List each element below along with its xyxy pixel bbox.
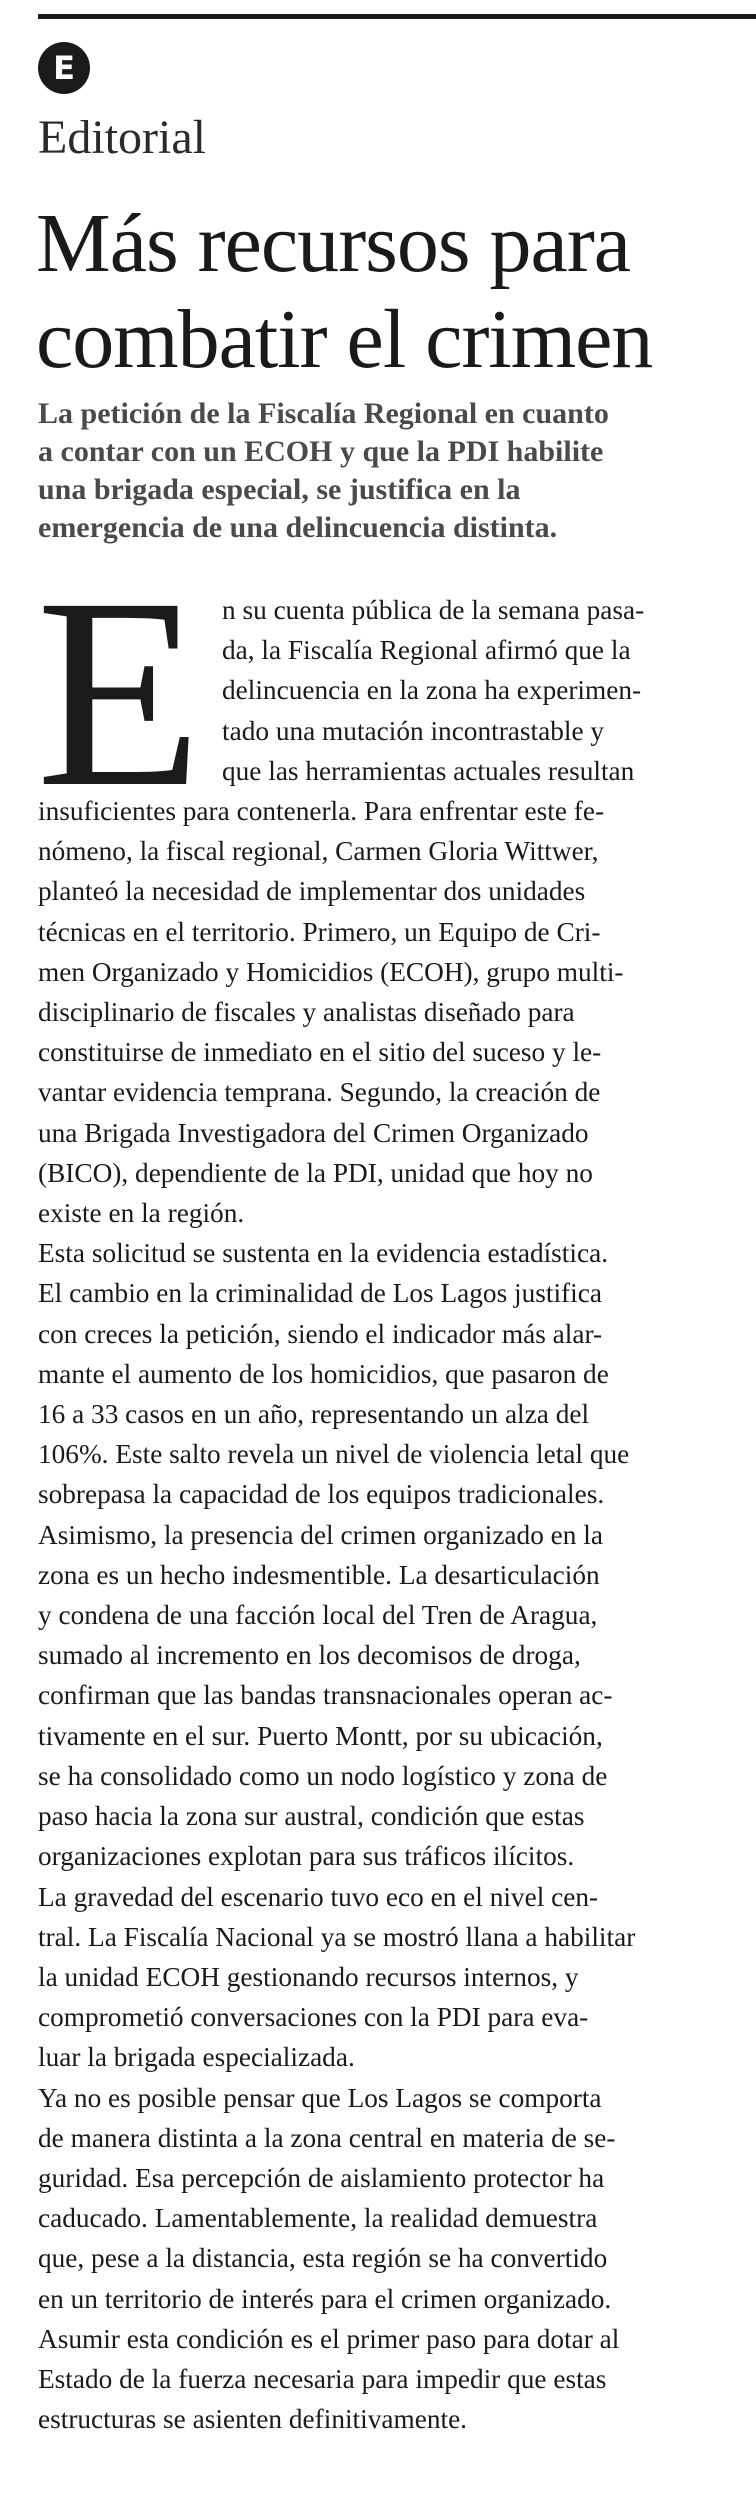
body-line: la unidad ECOH gestionando recursos internos, y	[38, 1961, 579, 1992]
body-line: estructuras se asienten definitivamente.	[38, 2404, 468, 2435]
body-line: y condena de una facción local del Tren de Aragua,	[38, 1600, 598, 1631]
body-line: comprometió conversaciones con la PDI para eva-	[38, 2002, 589, 2033]
body-line: El cambio en la criminalidad de Los Lagos justifica	[38, 1278, 602, 1309]
body-line: insuficientes para contenerla. Para enfrentar este fe-	[38, 796, 605, 827]
body-line: (BICO), dependiente de la PDI, unidad que hoy no	[38, 1157, 593, 1188]
body-line: disciplinario de fiscales y analistas diseñado para	[38, 997, 575, 1028]
body-line: se ha consolidado como un nodo logístico y zona de	[38, 1760, 608, 1791]
body-line: caducado. Lamentablemente, la realidad demuestra	[38, 2203, 598, 2234]
section-label: Editorial	[38, 111, 206, 164]
body-line: Asimismo, la presencia del crimen organizado en la	[38, 1519, 603, 1550]
body-line: Esta solicitud se sustenta en la evidencia estadística.	[38, 1238, 609, 1269]
body-line: men Organizado y Homicidios (ECOH), grupo multi-	[38, 956, 624, 987]
body-line: tado una mutación incontrastable y	[222, 715, 605, 746]
lede	[38, 395, 750, 547]
lede-line: una brigada especial, se justifica en la	[38, 473, 521, 506]
article-body	[36, 542, 750, 2439]
body-line: de manera distinta a la zona central en materia de se-	[38, 2122, 616, 2153]
body-line: sumado al incremento en los decomisos de droga,	[38, 1640, 581, 1671]
body-line: con creces la petición, siendo el indicador más alar-	[38, 1318, 603, 1349]
body-line: técnicas en el territorio. Primero, un Equipo de Cri-	[38, 916, 601, 947]
body-line: Estado de la fuerza necesaria para impedir que estas	[38, 2363, 607, 2394]
body-line: planteó la necesidad de implementar dos unidades	[38, 876, 586, 907]
section-badge: E	[38, 42, 90, 94]
body-line: confirman que las bandas transnacionales operan ac-	[38, 1680, 613, 1711]
body-line: 106%. Este salto revela un nivel de violencia letal que	[38, 1439, 630, 1470]
body-line: 16 a 33 casos en un año, representando un alza del	[38, 1399, 590, 1430]
body-line: da, la Fiscalía Regional afirmó que la	[222, 635, 631, 666]
headline-line: Más recursos para	[36, 197, 631, 290]
body-line: en un territorio de interés para el crimen organizado.	[38, 2283, 612, 2314]
body-line: delincuencia en la zona ha experimen-	[222, 675, 642, 706]
body-line: constituirse de inmediato en el sitio del suceso y le-	[38, 1037, 602, 1068]
body-line: La gravedad del escenario tuvo eco en el nivel cen-	[38, 1881, 599, 1912]
body-line: que las herramientas actuales resultan	[222, 755, 635, 786]
lede-line: a contar con un ECOH y que la PDI habilite	[38, 435, 604, 468]
body-line: luar la brigada especializada.	[38, 2042, 355, 2073]
body-line: zona es un hecho indesmentible. La desarticulación	[38, 1559, 600, 1590]
body-line: vantar evidencia temprana. Segundo, la creación de	[38, 1077, 601, 1108]
body-line: organizaciones explotan para sus tráficos ilícitos.	[38, 1841, 575, 1872]
headline-line: combatir el crimen	[36, 293, 653, 386]
body-line: n su cuenta pública de la semana pasa-	[222, 595, 645, 625]
headline	[36, 196, 751, 388]
body-line: paso hacia la zona sur austral, condición que estas	[38, 1801, 585, 1832]
body-line: Asumir esta condición es el primer paso para dotar al	[38, 2323, 620, 2354]
lede-line: emergencia de una delincuencia distinta.	[38, 511, 558, 544]
body-line: que, pese a la distancia, esta región se ha convertido	[38, 2243, 608, 2274]
body-line: mante el aumento de los homicidios, que pasaron de	[38, 1358, 609, 1389]
body-line: sobrepasa la capacidad de los equipos tradicionales.	[38, 1479, 605, 1510]
drop-cap: E	[36, 542, 203, 843]
lede-line: La petición de la Fiscalía Regional en cuanto	[38, 397, 609, 430]
top-rule	[38, 14, 756, 19]
body-line: guridad. Esa percepción de aislamiento protector ha	[38, 2162, 605, 2193]
body-line: tral. La Fiscalía Nacional ya se mostró llana a habilitar	[38, 1921, 636, 1952]
body-line: una Brigada Investigadora del Crimen Organizado	[38, 1117, 589, 1148]
body-line: Ya no es posible pensar que Los Lagos se comporta	[38, 2082, 602, 2113]
body-line: existe en la región.	[38, 1198, 245, 1229]
body-line: nómeno, la fiscal regional, Carmen Gloria Wittwer,	[38, 836, 599, 867]
body-line: tivamente en el sur. Puerto Montt, por su ubicación,	[38, 1720, 603, 1751]
